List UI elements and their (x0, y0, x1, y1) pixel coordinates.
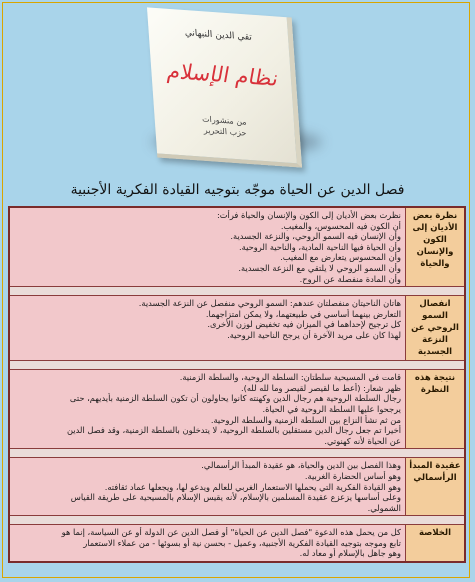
body-line: لهذا كان على مريد الآخرة أن يرجح الناحية الروحية. (227, 329, 401, 340)
body-line: رجال السلطة الروحية هم رجال الدين وكهنته كانوا يحاولون أن تكون السلطة الزمنية بأيديهم، حتى (69, 393, 401, 404)
row-spacer (9, 361, 465, 370)
spacer-cell (9, 361, 465, 370)
body-line: كل ترجيح لإحداهما في الميزان فيه تخفيض لوزن الأخرى. (207, 319, 401, 330)
row-label: نتيجة هذه النظرة (406, 370, 466, 449)
row-body (9, 296, 406, 361)
book-publisher-line: من منشورات (201, 114, 247, 127)
body-line: وعلى أساسها يزعزع عقيدة المسلمين بالإسلام، لأنه يقيس الإسلام بالمسيحية على طريقة القياس (70, 492, 401, 503)
book-title: نظام الإسلام (164, 58, 278, 91)
body-line: قامت في المسيحية سلطتان: السلطة الروحية، والسلطة الزمنية. (179, 372, 401, 383)
body-line: وأن الإنسان فيه السمو الروحي، والنزعة الجسدية. (230, 231, 401, 242)
book-publisher-line: حزب التحرير (203, 125, 247, 138)
book-publisher (154, 110, 295, 142)
body-line: هاتان الناحيتان منفصلتان عندهم: السمو الروحي منفصل عن النزعة الجسدية. (138, 298, 401, 309)
body-line: وأن المحسوس يتعارض مع المغيب. (280, 252, 401, 263)
row-body (9, 207, 406, 287)
table-row (9, 296, 465, 361)
table-row (9, 370, 465, 449)
body-line: الشمولي. (367, 502, 401, 513)
body-line: أن الكون فيه المحسوس، والمغيب. (280, 220, 401, 231)
row-spacer (9, 516, 465, 525)
row-body (9, 370, 406, 449)
table-row (9, 525, 465, 562)
table-row (9, 207, 465, 287)
body-line: وأن المادة منفصلة عن الروح. (299, 273, 401, 284)
body-line: وهو أساس الحضارة الغربية. (304, 470, 401, 481)
body-line: أخيرا تم جعل رجال الدين مستقلين بالسلطة الروحية، لا يتدخلون بالسلطة الزمنية، وقد فصل الدين (66, 425, 401, 436)
book-cover-image (132, 8, 332, 168)
row-label: انفصال السمو الروحي عن النزعة الجسدية (406, 296, 466, 361)
spacer-cell (9, 287, 465, 296)
body-line: ظهر شعار: (أعط ما لقيصر لقيصر وما لله لله). (240, 382, 401, 393)
body-line: وهذا الفصل بين الدين والحياة، هو عقيدة المبدأ الرأسمالي. (201, 460, 401, 471)
body-line: وأن السمو الروحي لا يلتقي مع النزعة الجسدية. (238, 262, 401, 273)
table-row (9, 458, 465, 516)
body-line: وهو القيادة الفكرية التي يحملها الاستعمار الغربي للعالم ويدعو لها، ويجعلها عماد ثقافته. (104, 481, 401, 492)
row-label: عقيدة المبدأ الرأسمالي (406, 458, 466, 516)
body-line: من ثم نشأ النزاع بين السلطة الزمنية والسلطة الروحية. (210, 414, 401, 425)
summary-table (8, 206, 466, 563)
page-heading: فصل الدين عن الحياة موجّه بتوجيه القيادة الفكرية الأجنبية (70, 182, 405, 198)
spacer-cell (9, 516, 465, 525)
spacer-cell (9, 449, 465, 458)
book (147, 7, 302, 167)
body-line: كل من يحمل هذه الدعوة "فصل الدين عن الحياة" أو فصل الدين عن الدولة أو عن السياسة، إنما هو (61, 527, 401, 538)
body-line: تابع وموجه بتوجيه القيادة الفكرية الأجنبية، وعميل - بحسن نية أو بسوئها - من عملاء الاستعمار (83, 537, 401, 548)
row-spacer (9, 287, 465, 296)
body-line: عن الحياة لأنه كهنوتي. (324, 435, 401, 446)
body-line: يرجحوا عليها السلطة الروحية في الحياة. (262, 403, 401, 414)
row-label: الخلاصة (406, 525, 466, 562)
row-body (9, 458, 406, 516)
body-line: وأن الحياة فيها الناحية المادية، والناحية الروحية. (239, 241, 401, 252)
body-line: التعارض بينهما أساسي في طبيعتهما، ولا يمكن امتزاجهما. (205, 308, 401, 319)
body-line: وهو جاهل بالإسلام أو معاد له. (299, 548, 401, 559)
row-label: نظرة بعض الأديان إلى الكون والإنسان والحياة (406, 207, 466, 287)
row-body (9, 525, 406, 562)
book-author: تقي الدين النبهاني (184, 28, 253, 43)
body-line: نظرت بعض الأديان إلى الكون والإنسان والحياة فرأت: (216, 210, 401, 220)
row-spacer (9, 449, 465, 458)
